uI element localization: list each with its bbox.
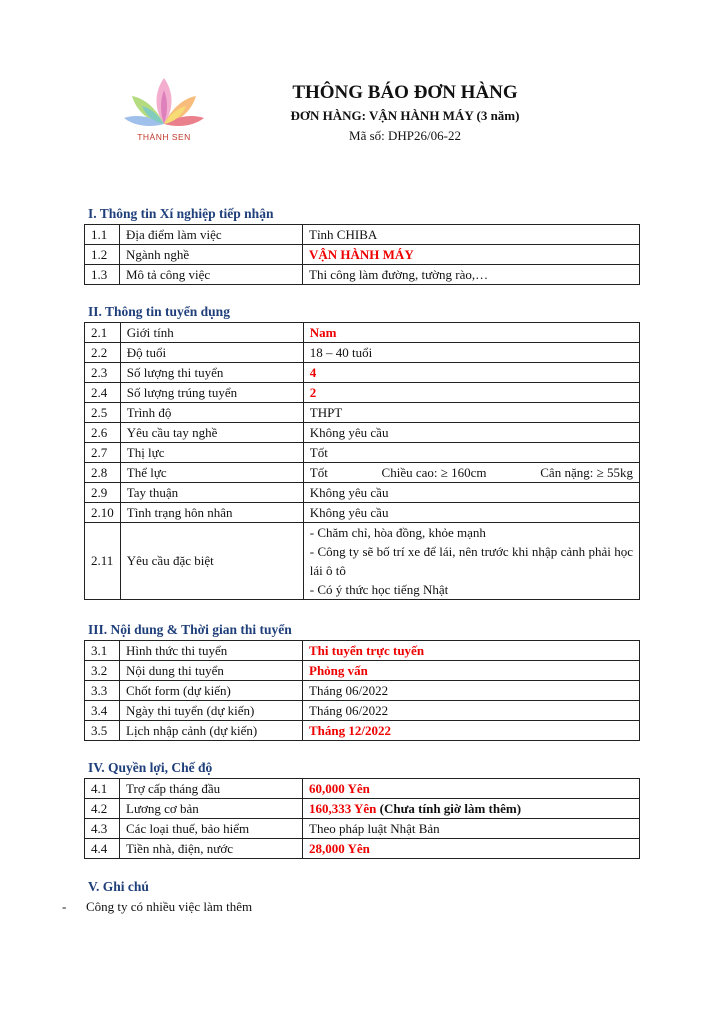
- row-number: 1.2: [85, 245, 120, 265]
- row-value: [303, 523, 639, 600]
- row-label: Nội dung thi tuyển: [120, 661, 303, 681]
- row-label: Tiền nhà, điện, nước: [120, 839, 303, 859]
- section-3-table: [84, 640, 640, 741]
- row-number: 3.4: [85, 701, 120, 721]
- row-number: 2.5: [85, 403, 121, 423]
- row-number: 3.2: [85, 661, 120, 681]
- table-row: [85, 245, 640, 265]
- table-row: [85, 661, 640, 681]
- row-label: Các loại thuế, bảo hiểm: [120, 819, 303, 839]
- table-row: [85, 523, 640, 600]
- row-number: 1.1: [85, 225, 120, 245]
- section-3-title: III. Nội dung & Thời gian thi tuyển: [88, 622, 292, 637]
- row-number: 2.2: [85, 343, 121, 363]
- row-value: 28,000 Yên: [303, 839, 640, 859]
- row-number: 3.3: [85, 681, 120, 701]
- document-title: THÔNG BÁO ĐƠN HÀNG: [292, 82, 518, 103]
- section-2-table: [84, 322, 640, 600]
- table-row: [85, 423, 640, 443]
- table-row: [85, 839, 640, 859]
- row-value: [303, 463, 639, 483]
- row-number: 4.4: [85, 839, 120, 859]
- row-value: Theo pháp luật Nhật Bản: [303, 819, 640, 839]
- row-value: 18 – 40 tuổi: [303, 343, 639, 363]
- row-label: Thể lực: [120, 463, 303, 483]
- height-requirement: Chiều cao: ≥ 160cm: [381, 464, 487, 480]
- row-number: 4.2: [85, 799, 120, 819]
- table-row: [85, 463, 640, 483]
- row-label: Ngành nghề: [120, 245, 303, 265]
- section-2-title: II. Thông tin tuyển dụng: [88, 304, 230, 319]
- weight-requirement: Cân nặng: ≥ 55kg: [540, 464, 633, 480]
- salary-note: (Chưa tính giờ làm thêm): [379, 800, 522, 816]
- table-row: [85, 721, 640, 741]
- row-value: Tốt: [303, 443, 639, 463]
- table-row: [85, 681, 640, 701]
- row-value: Tháng 12/2022: [303, 721, 640, 741]
- table-row: [85, 641, 640, 661]
- row-label: Mô tả công việc: [120, 265, 303, 285]
- row-label: Giới tính: [120, 323, 303, 343]
- row-value: THPT: [303, 403, 639, 423]
- note-text: Công ty có nhiều việc làm thêm: [86, 899, 253, 914]
- row-label: Lương cơ bản: [120, 799, 303, 819]
- table-row: [85, 443, 640, 463]
- row-value: 2: [303, 383, 639, 403]
- document-code: Mã số: DHP26/06-22: [349, 128, 461, 143]
- row-number: 2.7: [85, 443, 121, 463]
- note-item: [62, 899, 252, 915]
- section-4-title: IV. Quyền lợi, Chế độ: [88, 760, 213, 775]
- table-row: [85, 343, 640, 363]
- row-label: Địa điểm làm việc: [120, 225, 303, 245]
- table-row: [85, 225, 640, 245]
- row-label: Chốt form (dự kiến): [120, 681, 303, 701]
- row-value: Thi tuyển trực tuyến: [303, 641, 640, 661]
- row-label: Hình thức thi tuyển: [120, 641, 303, 661]
- row-value: Thi công làm đường, tường rào,…: [303, 265, 640, 285]
- note-bullet: -: [62, 899, 67, 914]
- row-number: 3.1: [85, 641, 120, 661]
- row-value: Nam: [303, 323, 639, 343]
- row-number: 2.3: [85, 363, 121, 383]
- row-number: 3.5: [85, 721, 120, 741]
- row-value: 60,000 Yên: [303, 779, 640, 799]
- base-salary: 160,333 Yên: [309, 800, 377, 816]
- row-value: Không yêu cầu: [303, 483, 639, 503]
- row-label: Yêu cầu tay nghề: [120, 423, 303, 443]
- table-row: [85, 323, 640, 343]
- row-label: Độ tuổi: [120, 343, 303, 363]
- section-1-title: I. Thông tin Xí nghiệp tiếp nhận: [88, 206, 274, 221]
- row-value: Tháng 06/2022: [303, 681, 640, 701]
- row-label: Ngày thi tuyển (dự kiến): [120, 701, 303, 721]
- row-number: 2.11: [85, 523, 121, 600]
- special-requirement-line: - Chăm chỉ, hòa đồng, khỏe mạnh: [309, 525, 486, 540]
- row-label: Thị lực: [120, 443, 303, 463]
- table-row: [85, 265, 640, 285]
- table-row: [85, 819, 640, 839]
- row-value: Tháng 06/2022: [303, 701, 640, 721]
- row-value: [303, 799, 640, 819]
- row-value: 4: [303, 363, 639, 383]
- table-row: [85, 701, 640, 721]
- row-number: 2.1: [85, 323, 121, 343]
- document-header: [230, 80, 580, 146]
- row-label: Số lượng trúng tuyển: [120, 383, 303, 403]
- row-number: 2.9: [85, 483, 121, 503]
- section-5-title: V. Ghi chú: [88, 879, 149, 894]
- section-1-table: [84, 224, 640, 285]
- row-number: 2.10: [85, 503, 121, 523]
- row-value: Phỏng vấn: [303, 661, 640, 681]
- row-number: 2.4: [85, 383, 121, 403]
- section-4-table: [84, 778, 640, 859]
- table-row: [85, 503, 640, 523]
- row-number: 2.6: [85, 423, 121, 443]
- row-number: 2.8: [85, 463, 121, 483]
- row-number: 4.3: [85, 819, 120, 839]
- fitness-value: Tốt: [309, 464, 328, 480]
- special-requirement-line: - Công ty sẽ bố trí xe để lái, nên trước khi nhập cảnh phải học lái ô tô: [309, 544, 633, 578]
- special-requirement-line: - Có ý thức học tiếng Nhật: [309, 582, 449, 597]
- row-value: Tỉnh CHIBA: [303, 225, 640, 245]
- table-row: [85, 403, 640, 423]
- row-value: Không yêu cầu: [303, 423, 639, 443]
- row-label: Tình trạng hôn nhân: [120, 503, 303, 523]
- row-number: 4.1: [85, 779, 120, 799]
- row-label: Trợ cấp tháng đầu: [120, 779, 303, 799]
- table-row: [85, 779, 640, 799]
- table-row: [85, 363, 640, 383]
- document-subtitle: ĐƠN HÀNG: VẬN HÀNH MÁY (3 năm): [290, 108, 520, 123]
- row-number: 1.3: [85, 265, 120, 285]
- row-label: Lịch nhập cảnh (dự kiến): [120, 721, 303, 741]
- row-value: Không yêu cầu: [303, 503, 639, 523]
- table-row: [85, 483, 640, 503]
- row-label: Tay thuận: [120, 483, 303, 503]
- company-logo: [120, 70, 208, 150]
- row-label: Yêu cầu đặc biệt: [120, 523, 303, 600]
- row-label: Trình độ: [120, 403, 303, 423]
- table-row: [85, 383, 640, 403]
- row-label: Số lượng thi tuyển: [120, 363, 303, 383]
- table-row: [85, 799, 640, 819]
- lotus-icon: [120, 70, 208, 132]
- logo-text: THÀNH SEN: [137, 132, 191, 142]
- row-value: VẬN HÀNH MÁY: [303, 245, 640, 265]
